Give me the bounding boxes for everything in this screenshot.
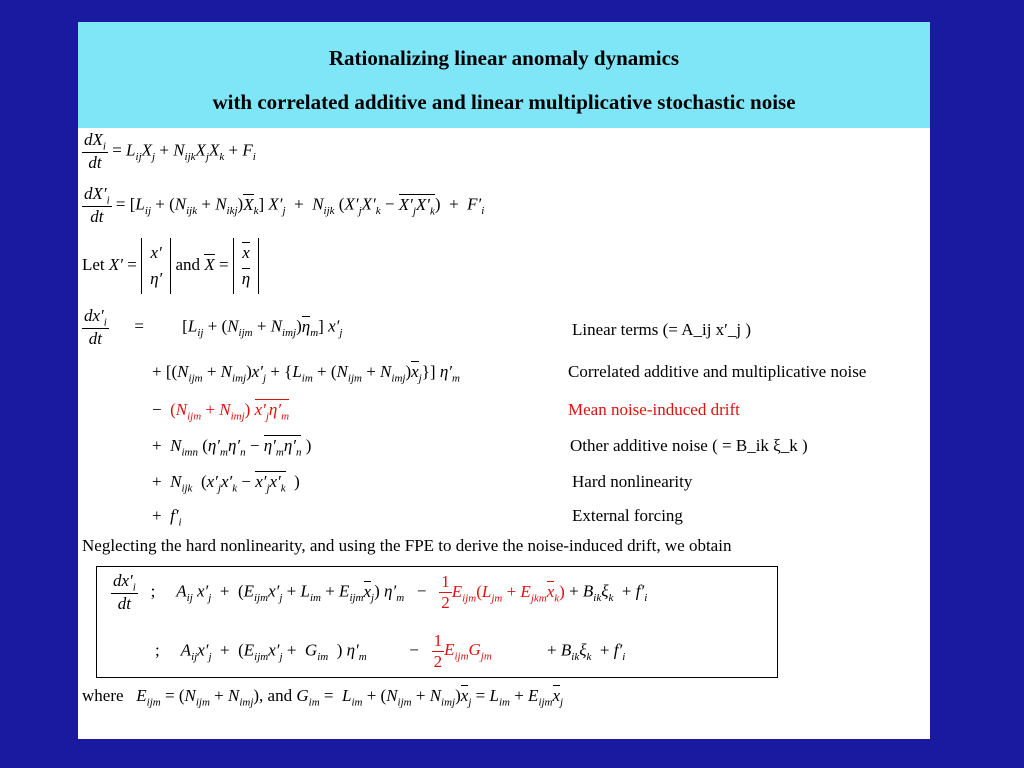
equation-8: + $f'_i$ — [152, 506, 182, 529]
neglecting-text: Neglecting the hard nonlinearity, and using the FPE to derive the noise-induced drift, we obtain — [82, 536, 732, 555]
label-correlated-noise: Correlated additive and multiplicative noise — [568, 362, 867, 381]
label-hard-nonlinearity: Hard nonlinearity — [572, 472, 693, 491]
equation-1: $\frac{dX_i}{dt}$ = $L_{ij}X_j + N_{ijk}X_jX_k + F_i$ — [84, 130, 256, 173]
label-external-forcing: External forcing — [572, 506, 683, 525]
equation-5: − $(N_{ijm} + N_{imj})$ $x'_j\eta'_m$ — [152, 400, 290, 423]
equation-7: + $N_{ijk}$ ($x'_jx'_k - x'_jx'_k$ ) — [152, 472, 300, 495]
result-box — [96, 566, 778, 678]
title-line-1: Rationalizing linear anomaly dynamics — [328, 46, 680, 70]
equation-4: + $[(N_{ijm} + N_{imj})x'_j + \{L_{im} + (N_{ijm} + N_{imj})x_j\}]$ $\eta'_m$ — [152, 362, 460, 385]
label-linear-terms: Linear terms (= A_ij x′_j ) — [572, 320, 752, 339]
slide — [78, 22, 930, 739]
result-equation-1: $\frac{dx'_i}{dt}$ ; $A_{ij}$ $x'_j + (E_{ijm}x'_j + L_{im} + E_{ijm}x_j)$ $\eta'_m$ − $\frac{1}{2}$ $E_{ijm}(L_{jm} + E_{jkm}x_k) + B_{ik}\xi_k + f'_i$ — [113, 571, 648, 614]
result-equation-2: ; $A_{ij}x'_j + (E_{ijm}x'_j + G_{im}$ ) $\eta'_m$ − $\frac{1}{2}$ $E_{ijm}G_{jm}$ + $B_{ik}\xi_k + f'_i$ — [155, 631, 626, 671]
equation-6: + $N_{imn}$ ($\eta'_m\eta'_n - \eta'_m\eta'_n$ ) — [152, 436, 312, 459]
let-word: Let — [82, 254, 105, 274]
equation-3: $\frac{dx'_i}{dt}$ = $[L_{ij} + (N_{ijm} + N_{imj})\eta_m]$ $x'_j$ — [84, 306, 343, 349]
label-mean-drift: Mean noise-induced drift — [568, 400, 740, 419]
where-definition: where $E_{ijm} = (N_{ijm} + N_{imj})$, and $G_{im} = L_{im} + (N_{ijm} + N_{imj})x_j = L_{im} + E_{ijm}x_j$ — [82, 686, 564, 709]
let-definition: Let X′ = x′ η′ and $X = \frac{x}{\eta}$ — [82, 238, 259, 294]
label-other-noise: Other additive noise ( = B_ik ξ_k ) — [570, 436, 808, 455]
and-word: and — [175, 254, 201, 274]
equation-2: $\frac{dX'_i}{dt}$ = $[L_{ij} + (N_{ijk} + N_{ikj})X_k] X'_j + N_{ijk}$ $(X'_jX'_k - X'_jX'_k) + F'_i$ — [84, 184, 485, 227]
title-band — [78, 22, 930, 128]
title-line-2: with correlated additive and linear multiplicative stochastic noise — [212, 90, 796, 114]
where-word: where — [82, 686, 124, 705]
